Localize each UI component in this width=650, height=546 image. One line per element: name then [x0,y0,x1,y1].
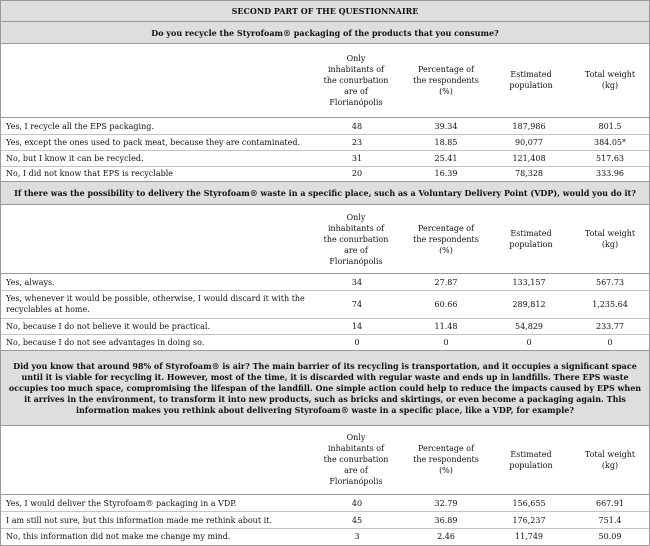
header-population [489,426,573,493]
header-text: Estimated [510,70,552,79]
divider [1,494,649,495]
cell-value: 176,237 [512,516,546,525]
header-text: (kg) [601,81,619,90]
cell-value: 14 [351,322,363,331]
header-text [413,64,479,97]
cell-value: 50.09 [598,532,622,541]
cell-value: 20 [351,169,363,178]
cell-value: 0 [443,338,449,347]
header-text [324,432,389,487]
header-text [324,53,389,108]
header-text: the respondents [413,455,479,464]
cell-value: 48 [351,122,363,131]
header-text: Percentage of [417,64,475,74]
answer-label: I am still not sure, but this information made me rethink about it. [6,516,272,525]
cell-value: 60.66 [434,300,458,309]
cell-value: 289,812 [512,300,546,309]
cell-value: 121,408 [512,154,546,163]
header-percentage [406,44,486,116]
cell-value: 801.5 [598,122,622,131]
divider [1,166,649,167]
header-weight [570,205,650,273]
header-text: (kg) [601,460,619,470]
header-text: Florianópolis [329,97,383,107]
header-text: Total weight [584,229,636,238]
cell-value: 0 [607,338,613,347]
header-text: Percentage of [417,444,475,453]
header-text: (%) [439,86,453,96]
header-text: inhabitants of [327,444,385,453]
answer-label: Yes, except the ones used to pack meat, because they are contaminated. [6,138,301,147]
cell-value: 333.96 [596,169,624,178]
cell-value: 25.41 [434,154,458,163]
header-text: Total weight [584,70,636,79]
header-inhabitants [317,205,395,273]
header-text [585,228,635,250]
question-1: Do you recycle the Styrofoam® packaging of the products that you consume? [1,22,649,43]
header-text: the conurbation [323,75,389,85]
header-text: Total weight [584,449,636,459]
divider [1,528,649,529]
divider [1,117,649,118]
answer-label: No, but I know it can be recycled. [6,154,144,163]
cell-value: 517.63 [596,154,624,163]
divider [1,150,649,151]
header-text [509,69,552,91]
cell-value: 567.73 [596,278,624,287]
header-text [413,223,479,256]
header-text: (%) [439,466,453,475]
cell-value: 133,157 [512,278,546,287]
header-text [585,69,635,91]
answer-label: No, because I do not see advantages in doing so. [6,338,205,347]
header-text [413,443,479,476]
answer-label: Yes, I would deliver the Styrofoam® packaging in a VDP. [6,499,237,508]
table-title: SECOND PART OF THE QUESTIONNAIRE [1,1,649,21]
cell-value: 39.34 [434,122,458,131]
cell-value: 45 [351,516,363,525]
header-text [324,212,389,267]
divider [1,273,649,274]
answer-label: No, this information did not make me change my mind. [6,532,231,541]
header-text: (%) [439,245,453,255]
header-percentage [406,205,486,273]
cell-value: 18.85 [434,138,458,147]
divider [1,318,649,319]
header-text: population [509,240,553,249]
cell-value: 40 [351,499,363,508]
header-text: Estimated [510,229,552,238]
header-text: Only [346,53,366,63]
cell-value: 90,077 [515,138,543,147]
header-text: the conurbation [323,234,389,244]
header-text [509,228,552,250]
header-percentage [406,426,486,493]
answer-label: Yes, always. [6,278,55,287]
cell-value: 34 [351,278,363,287]
cell-value: 187,986 [512,122,546,131]
question-2: If there was the possibility to delivery the Styrofoam® waste in a specific place, such as a Voluntary Delivery Point (VDP), would you do it? [1,182,649,204]
cell-value: 11.48 [434,322,458,331]
header-text: the conurbation [323,455,389,464]
column-header-row-2 [1,205,649,273]
cell-value: 0 [354,338,360,347]
cell-value: 667.91 [596,499,624,508]
header-text: inhabitants of [327,64,385,74]
answer-label: No, I did not know that EPS is recyclable [6,169,174,178]
cell-value: 23 [351,138,363,147]
cell-value: 156,655 [512,499,546,508]
header-text: Percentage of [417,223,475,233]
answer-label: Yes, whenever it would be possible, otherwise, I would discard it with the recyclables at home. [6,294,305,314]
cell-value: 31 [351,154,363,163]
header-text [509,449,552,471]
cell-value: 233.77 [596,322,624,331]
header-weight [570,44,650,116]
cell-value: 78,328 [515,169,543,178]
cell-value: 16.39 [434,169,458,178]
divider [1,511,649,512]
header-text [585,449,635,471]
header-text: population [509,81,553,90]
header-population [489,44,573,116]
column-header-row-3 [1,426,649,493]
header-weight [570,426,650,493]
header-text: inhabitants of [327,223,385,233]
cell-value: 54,829 [515,322,543,331]
answer-label: No, because I do not believe it would be practical. [6,322,211,331]
cell-value: 1,235.64 [592,300,628,309]
question-3: Did you know that around 98% of Styrofoam® is air? The main barrier of its recycling is transportation, and it occupies a significant space until it is viable for recycling it. However, most of the time, it is discarded with regular waste and ends up in landfills. There EPS waste occupies too much space, compromising the lifespan of the landfill. One simple action could help to reduce the impacts caused by EPS when it arrives in the environment, to transform it into new products, such as bricks and skirtings, or even become a packaging again. This information makes you rethink about delivering Styrofoam® waste in a specific place, like a VDP, for example? [1,351,649,425]
header-text: are of [344,86,368,96]
cell-value: 74 [351,300,363,309]
header-text: Florianópolis [329,256,383,266]
cell-value: 384.05* [594,138,626,147]
cell-value: 36.89 [434,516,458,525]
divider [1,134,649,135]
answer-label: Yes, I recycle all the EPS packaging. [6,122,154,131]
header-population [489,205,573,273]
header-text: the respondents [413,234,479,244]
header-text: population [509,460,553,470]
column-header-row-1 [1,44,649,116]
cell-value: 3 [354,532,360,541]
header-text: the respondents [413,75,479,85]
cell-value: 2.46 [437,532,455,541]
cell-value: 27.87 [434,278,458,287]
header-text: (kg) [601,240,619,249]
cell-value: 11,749 [515,532,543,541]
cell-value: 32.79 [434,499,458,508]
header-text: Florianópolis [329,477,383,486]
header-text: Estimated [510,449,552,459]
divider [1,334,649,335]
divider [1,290,649,291]
header-text: are of [344,245,368,255]
header-inhabitants [317,44,395,116]
header-inhabitants [317,426,395,493]
header-text: are of [344,466,368,475]
header-text: Only [346,433,366,442]
cell-value: 751.4 [598,516,622,525]
cell-value: 0 [526,338,532,347]
header-text: Only [346,212,366,222]
